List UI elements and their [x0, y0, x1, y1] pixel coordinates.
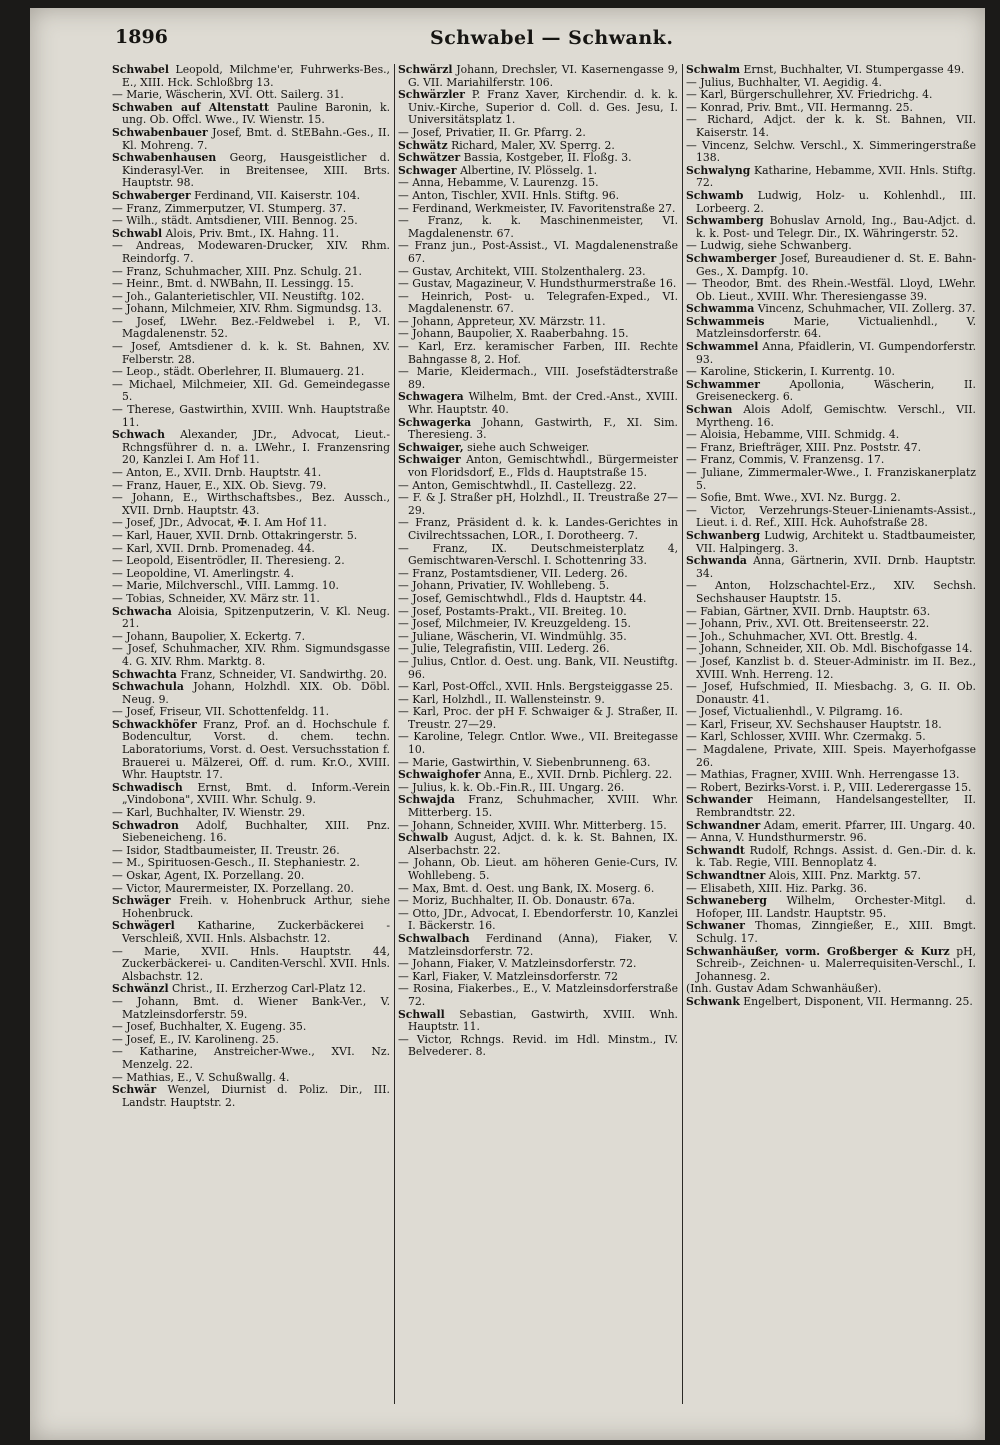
entry-text: Alexander, JDr., Advocat, Lieut.-Rchngsführer d. n. a. LWehr., I. Franzensring 20, Kanzlei I. Am Hof 11.	[122, 428, 390, 467]
entry-text: — Karl, Fiaker, V. Matzleinsdorferstr. 72	[398, 969, 619, 983]
directory-entry	[112, 895, 390, 920]
entry-text: — Heinr., Bmt. d. NWBahn, II. Lessingg. 15.	[112, 277, 354, 291]
directory-entry	[686, 316, 976, 341]
entry-text: — Ferdinand, Werkmeister, IV. Favoritenstraße 27.	[398, 201, 676, 215]
entry-text: — Josef, Postamts-Prakt., VII. Breiteg. 10.	[398, 604, 627, 618]
directory-entry	[112, 64, 390, 89]
entry-text: — Therese, Gastwirthin, XVIII. Wnh. Hauptstraße 11.	[112, 403, 390, 429]
entry-text: — Marie, Milchverschl., VIII. Lammg. 10.	[112, 579, 339, 593]
entry-headword: Schwager	[398, 163, 457, 177]
entry-headword: Schwabenhausen	[112, 151, 217, 165]
entry-text: Adolf, Buchhalter, XIII. Pnz. Siebeneicheng. 16.	[122, 818, 390, 845]
running-head: Schwabel — Schwank.	[430, 27, 674, 49]
column-divider	[394, 64, 395, 1404]
entry-headword: Schwamberg	[686, 214, 764, 228]
entry-text: — Josef, LWehr. Bez.-Feldwebel i. P., VI. Magdalenenstr. 52.	[112, 314, 390, 341]
entry-text: — Karl, Friseur, XV. Sechshauser Hauptstr. 18.	[686, 717, 942, 731]
entry-text: Johann, Holzhdl. XIX. Ob. Döbl. Neug. 9.	[122, 680, 390, 706]
entry-headword: Schwammer	[686, 377, 760, 391]
entry-text: August, Adjct. d. k. k. St. Bahnen, IX. Alserbachstr. 22.	[408, 831, 678, 857]
column-2	[398, 64, 678, 1404]
entry-headword: Schwagera	[398, 390, 464, 404]
entry-text: — Tobias, Schneider, XV. März str. 11.	[112, 591, 320, 605]
entry-headword: Schwabl	[112, 226, 163, 240]
entry-text: — Ludwig, siehe Schwanberg.	[686, 239, 852, 253]
entry-text: Vincenz, Schuhmacher, VII. Zollerg. 37.	[757, 302, 976, 316]
entry-text: — Andreas, Modewaren-Drucker, XIV. Rhm. Reindorfg. 7.	[112, 239, 390, 265]
directory-entry	[398, 983, 678, 1008]
entry-text: Apollonia, Wäscherin, II. Greiseneckerg. 6.	[696, 377, 976, 404]
entry-text: (Inh. Gustav Adam Schwanhäußer).	[686, 982, 882, 996]
directory-entry	[686, 341, 976, 366]
entry-text: — Karl, Erz. keramischer Farben, III. Rechte Bahngasse 8, 2. Hof.	[398, 340, 678, 366]
directory-entry	[398, 64, 678, 89]
directory-entry	[398, 933, 678, 958]
directory-entry	[398, 731, 678, 756]
entry-headword: Schwamma	[686, 302, 755, 316]
directory-entry	[686, 656, 976, 681]
entry-text: — Robert, Bezirks-Vorst. i. P., VIII. Lederergasse 15.	[686, 780, 972, 794]
entry-text: — Josef, Milchmeier, IV. Kreuzgeldeng. 15.	[398, 617, 631, 631]
entry-headword: Schwabenbauer	[112, 125, 208, 139]
directory-entry	[398, 291, 678, 316]
directory-entry	[398, 215, 678, 240]
directory-entry	[112, 643, 390, 668]
entry-text: — Heinrich, Post- u. Telegrafen-Exped., VI. Magdalenenstr. 67.	[398, 289, 678, 316]
entry-text: — Richard, Adjct. der k. k. St. Bahnen, VII. Kaiserstr. 14.	[686, 113, 976, 139]
directory-entry	[686, 681, 976, 706]
entry-text: — Johann, E., Wirthschaftsbes., Bez. Aussch., XVII. Drnb. Hauptstr. 43.	[112, 491, 390, 517]
column-3	[686, 64, 976, 1404]
entry-text: Richard, Maler, XV. Sperrg. 2.	[451, 138, 615, 152]
entry-text: Ferdinand (Anna), Fiaker, V. Matzleinsdorferstr. 72.	[408, 931, 678, 958]
entry-headword: Schwaighofer	[398, 768, 481, 782]
entry-text: — Josef, JDr., Advocat, ✠. I. Am Hof 11.	[112, 516, 327, 530]
directory-entry	[686, 555, 976, 580]
entry-text: Franz, Schneider, VI. Sandwirthg. 20.	[180, 667, 388, 681]
entry-text: — Marie, Kleidermach., VIII. Josefstädterstraße 89.	[398, 365, 678, 391]
entry-headword: Schwaiger	[398, 453, 461, 467]
entry-text: — Karl, Schlosser, XVIII. Whr. Czermakg. 5.	[686, 730, 926, 744]
entry-headword: Schwalb	[398, 831, 449, 845]
entry-text: Thomas, Zinngießer, E., XIII. Bmgt. Schulg. 17.	[696, 919, 976, 945]
entry-text: — Josef, Hufschmied, II. Miesbachg. 3, G. II. Ob. Donaustr. 41.	[686, 680, 976, 706]
directory-entry	[398, 908, 678, 933]
entry-headword: Schwandt	[686, 843, 745, 857]
entry-text: Bassia, Kostgeber, II. Floßg. 3.	[463, 151, 632, 165]
directory-entry	[398, 543, 678, 568]
entry-headword: Schwandner	[686, 818, 761, 832]
directory-entry	[398, 794, 678, 819]
entry-text: — F. & J. Straßer pH, Holzhdl., II. Treustraße 27—29.	[398, 491, 678, 517]
entry-text: — Juliane, Wäscherin, VI. Windmühlg. 35.	[398, 629, 627, 643]
entry-text: — Johann, Baupolier, X. Raaberbahng. 15.	[398, 327, 629, 341]
entry-text: — Karl, Proc. der pH F. Schwaiger & J. Straßer, II. Treustr. 27—29.	[398, 705, 678, 731]
entry-text: — Karl, Post-Offcl., XVII. Hnls. Bergsteiggasse 25.	[398, 680, 673, 694]
entry-text: — Johann, Milchmeier, XIV. Rhm. Sigmundsg. 13.	[112, 302, 382, 316]
entry-text: — Karoline, Stickerin, I. Kurrentg. 10.	[686, 365, 895, 379]
entry-text: Ernst, Bmt. d. Inform.-Verein „Vindobona", XVIII. Whr. Schulg. 9.	[122, 780, 390, 807]
entry-headword: Schwabel	[112, 64, 170, 76]
directory-entry	[112, 102, 390, 127]
entry-text: — Gustav, Architekt, VIII. Stolzenthalerg. 23.	[398, 264, 646, 278]
directory-entry	[112, 719, 390, 782]
entry-text: — Elisabeth, XIII. Hiz. Parkg. 36.	[686, 881, 868, 895]
directory-entry	[112, 152, 390, 190]
entry-text: — Marie, Gastwirthin, V. Siebenbrunneng. 63.	[398, 755, 651, 769]
entry-text: Albertine, IV. Plösselg. 1.	[460, 163, 598, 177]
entry-headword: Schwank	[686, 994, 740, 1008]
directory-entry	[686, 140, 976, 165]
entry-text: — Oskar, Agent, IX. Porzellang. 20.	[112, 869, 305, 882]
entry-headword: Schwaberger	[112, 188, 191, 202]
entry-text: — Karl, Bürgerschullehrer, XV. Friedrichg. 4.	[686, 88, 933, 102]
column-divider	[682, 64, 683, 1404]
entry-headword: Schwadisch	[112, 780, 183, 794]
entry-headword: Schwajda	[398, 793, 455, 807]
entry-headword: Schwamb	[686, 188, 744, 202]
entry-headword: Schwanberg	[686, 528, 761, 542]
directory-entry	[686, 996, 976, 1009]
entry-text: — Franz, Präsident d. k. k. Landes-Gerichtes in Civilrechtssachen, LOR., I. Dorotheerg. 7.	[398, 516, 678, 542]
entry-text: — Franz, Commis, V. Franzensg. 17.	[686, 453, 885, 467]
entry-headword: Schwachta	[112, 667, 177, 681]
directory-entry	[112, 606, 390, 631]
directory-entry	[112, 996, 390, 1021]
directory-entry	[398, 89, 678, 127]
entry-text: Franz, Schuhmacher, XVIII. Whr. Mitterberg. 15.	[408, 793, 678, 820]
entry-headword: Schwammel	[686, 340, 759, 354]
directory-entry	[112, 127, 390, 152]
entry-text: — Michael, Milchmeier, XII. Gd. Gemeindegasse 5.	[112, 377, 390, 404]
entry-text: — Leopoldine, VI. Amerlingstr. 4.	[112, 566, 295, 580]
entry-text: Wenzel, Diurnist d. Poliz. Dir., III. Landstr. Hauptstr. 2.	[122, 1083, 390, 1109]
directory-entry	[398, 492, 678, 517]
entry-text: Anna, Gärtnerin, XVII. Drnb. Hauptstr. 34.	[696, 554, 976, 580]
directory-entry	[398, 656, 678, 681]
entry-text: — Josef, Friseur, VII. Schottenfeldg. 11.	[112, 705, 330, 719]
directory-entry	[398, 417, 678, 442]
entry-text: — Franz, k. k. Maschinenmeister, VI. Magdalenenstr. 67.	[398, 214, 678, 240]
entry-headword: Schwär	[112, 1083, 157, 1097]
entry-text: — Victor, Rchngs. Revid. im Hdl. Minstm., IV. Belvederег. 8.	[398, 1032, 678, 1059]
entry-headword: Schwaneberg	[686, 894, 767, 908]
entry-text: — Johann, Priv., XVI. Ott. Breitenseerstr. 22.	[686, 617, 930, 631]
entry-text: Wilhelm, Orchester-Mitgl. d. Hofoper, III. Landstr. Hauptstr. 95.	[696, 894, 976, 920]
directory-entry	[112, 404, 390, 429]
entry-text: — Marie, XVII. Hnls. Hauptstr. 44, Zuckerbäckerei- u. Canditen-Verschl. XVII. Hnls. Alsbachstr. 12.	[112, 944, 390, 983]
entry-text: Christ., II. Erzherzog Carl-Platz 12.	[172, 982, 366, 996]
directory-page	[30, 8, 985, 1440]
directory-entry	[686, 505, 976, 530]
page-header	[30, 8, 985, 54]
entry-headword: Schwätzer	[398, 151, 461, 165]
entry-text: — Anna, Hebamme, V. Laurenzg. 15.	[398, 176, 599, 190]
entry-text: Anton, Gemischtwhdl., Bürgermeister von Floridsdorf, E., Flds d. Hauptstraße 15.	[408, 453, 678, 479]
directory-entry	[398, 517, 678, 542]
entry-text: Marie, Victualienhdl., V. Matzleinsdorferstr. 64.	[696, 314, 976, 341]
entry-text: Ernst, Buchhalter, VI. Stumpergasse 49.	[743, 64, 965, 76]
entry-text: — Julius, k. k. Ob.-Fin.R., III. Ungarg. 26.	[398, 780, 625, 794]
entry-text: — Josef, Kanzlist b. d. Steuer-Administr. im II. Bez., XVIII. Wnh. Herreng. 12.	[686, 654, 976, 681]
entry-text: Johann, Gastwirth, F., XI. Sim. Theresieng. 3.	[408, 415, 678, 442]
directory-entry	[112, 1084, 390, 1109]
entry-text: Anna, Pfaidlerin, VI. Gumpendorferstr. 93.	[696, 340, 976, 366]
page-number: 1896	[115, 26, 168, 48]
entry-text: Ferdinand, VII. Kaiserstr. 104.	[194, 188, 361, 202]
entry-headword: Schwach	[112, 428, 165, 442]
entry-text: Pauline Baronin, k. ung. Ob. Offcl. Wwe., IV. Wienstr. 15.	[122, 100, 390, 127]
directory-entry	[112, 782, 390, 807]
entry-text: — Aloisia, Hebamme, VIII. Schmidg. 4.	[686, 428, 900, 442]
directory-entry	[686, 580, 976, 605]
entry-text: Anna, E., XVII. Drnb. Pichlerg. 22.	[483, 768, 673, 782]
directory-entry	[398, 857, 678, 882]
directory-entry	[686, 278, 976, 303]
entry-text: — Anton, E., XVII. Drnb. Hauptstr. 41.	[112, 466, 322, 479]
directory-entry	[112, 316, 390, 341]
entry-text: — Josef, Buchhalter, X. Eugeng. 35.	[112, 1020, 307, 1034]
entry-text: — Johann, Baupolier, X. Eckertg. 7.	[112, 629, 306, 643]
entry-text: — Karl, Hauer, XVII. Drnb. Ottakringerstr. 5.	[112, 528, 358, 542]
entry-text: — Franz, Briefträger, XIII. Pnz. Poststr. 47.	[686, 440, 922, 454]
directory-entry	[686, 946, 976, 984]
entry-text: — Franz, Postamtsdiener, VII. Lederg. 26.	[398, 566, 628, 580]
entry-text: — Theodor, Bmt. des Rhein.-Westfäl. Lloyd, LWehr. Ob. Lieut., XVIII. Whr. Theresiengasse 39.	[686, 277, 976, 303]
entry-text: — Otto, JDr., Advocat, I. Ebendorferstr. 10, Kanzlei I. Bäckerstr. 16.	[398, 906, 678, 933]
entry-text: — Juliane, Zimmermaler-Wwe., I. Franziskanerplatz 5.	[686, 466, 976, 492]
entry-text: — Fabian, Gärtner, XVII. Drnb. Hauptstr. 63.	[686, 604, 931, 618]
entry-text: — Franz jun., Post-Assist., VI. Magdalenenstraße 67.	[398, 239, 678, 265]
entry-headword: Schwackhöfer	[112, 717, 197, 731]
entry-headword: Schwammeis	[686, 314, 765, 328]
entry-headword: Schwagerka	[398, 415, 472, 429]
entry-text: — Julius, Cntlor. d. Oest. ung. Bank, VII. Neustiftg. 96.	[398, 654, 678, 681]
directory-entry	[686, 920, 976, 945]
directory-entry	[398, 240, 678, 265]
entry-headword: Schwätz	[398, 138, 448, 152]
entry-text: Freih. v. Hohenbruck Arthur, siehe Hohenbruck.	[122, 894, 390, 920]
entry-text: — Franz, IX. Deutschmeisterplatz 4, Gemischtwaren-Verschl. I. Schottenring 33.	[398, 541, 678, 568]
entry-text: — Karl, XVII. Drnb. Promenadeg. 44.	[112, 541, 315, 555]
entry-text: — Karoline, Telegr. Cntlor. Wwe., VII. Breitegasse 10.	[398, 730, 678, 757]
entry-text: Georg, Hausgeistlicher d. Kinderasyl-Ver. in Breitensee, XIII. Brts. Hauptstr. 98.	[122, 151, 390, 190]
directory-entry	[112, 820, 390, 845]
entry-text: — Johann, Schneider, XVIII. Whr. Mitterberg. 15.	[398, 818, 667, 832]
entry-text: Bohuslav Arnold, Ing., Bau-Adjct. d. k. k. Post- und Telegr. Dir., IX. Währingerstr. 52.	[696, 214, 976, 240]
directory-entry	[686, 895, 976, 920]
entry-headword: Schwärzl	[398, 64, 453, 76]
entry-text: — Julius, Buchhalter, VI. Aegidig. 4.	[686, 75, 882, 89]
directory-entry	[686, 114, 976, 139]
entry-text: — Josef, Amtsdiener d. k. k. St. Bahnen, XV. Felberstr. 28.	[112, 340, 390, 366]
entry-headword: Schwalbach	[398, 931, 470, 945]
entry-text: — Joh., Galanterietischler, VII. Neustiftg. 102.	[112, 289, 365, 303]
entry-text: — Josef, E., IV. Karolineng. 25.	[112, 1032, 279, 1046]
entry-text: Adam, emerit. Pfarrer, III. Ungarg. 40.	[763, 818, 976, 832]
directory-entry	[686, 404, 976, 429]
directory-entry	[112, 341, 390, 366]
entry-text: — Mathias, E., V. Schußwallg. 4.	[112, 1070, 290, 1084]
entry-headword: Schwärzler	[398, 88, 465, 102]
entry-text: — Leop., städt. Oberlehrer, II. Blumauerg. 21.	[112, 365, 365, 379]
directory-entry	[398, 341, 678, 366]
entry-text: — Max, Bmt. d. Oest. ung Bank, IX. Moserg. 6.	[398, 881, 655, 895]
entry-headword: Schwan	[686, 403, 733, 417]
directory-entry	[112, 429, 390, 467]
entry-text: — Johann, Bmt. d. Wiener Bank-Ver., V. Matzleinsdorferstr. 59.	[112, 994, 390, 1021]
entry-text: pH, Schreib-, Zeichnen- u. Malerrequisiten-Verschl., I. Johannesg. 2.	[696, 944, 976, 983]
entry-headword: Schwalm	[686, 64, 741, 76]
entry-headword: Schwandtner	[686, 869, 766, 882]
entry-text: Heimann, Handelsangestellter, II. Rembrandtstr. 22.	[696, 793, 976, 820]
entry-text: — Gustav, Magazineur, V. Hundsthurmerstraße 16.	[398, 277, 677, 291]
entry-headword: Schwaner	[686, 919, 745, 933]
entry-text: — Franz, Schuhmacher, XIII. Pnz. Schulg. 21.	[112, 264, 362, 278]
directory-entry	[112, 1046, 390, 1071]
directory-entry	[686, 165, 976, 190]
directory-entry	[398, 832, 678, 857]
directory-entry	[398, 1009, 678, 1034]
directory-entry	[112, 946, 390, 984]
directory-entry	[112, 681, 390, 706]
entry-text: Wilhelm, Bmt. der Cred.-Anst., XVIII. Whr. Hauptstr. 40.	[408, 390, 678, 417]
directory-entry	[112, 240, 390, 265]
entry-headword: Schwalyng	[686, 163, 751, 177]
entry-headword: Schwaben auf Altenstatt	[112, 100, 269, 114]
entry-text: — Anton, Tischler, XVII. Hnls. Stiftg. 96.	[398, 188, 620, 202]
directory-entry	[398, 454, 678, 479]
entry-headword: Schwänzl	[112, 982, 169, 996]
entry-text: — Josef, Schuhmacher, XIV. Rhm. Sigmundsgasse 4. G. XIV. Rhm. Marktg. 8.	[112, 642, 390, 668]
entry-headword: Schwanda	[686, 554, 747, 568]
directory-entry	[686, 379, 976, 404]
entry-text: — Josef, Gemischtwhdl., Flds d. Hauptstr. 44.	[398, 591, 647, 605]
entry-text: P. Franz Xaver, Kirchendir. d. k. k. Univ.-Kirche, Superior d. Coll. d. Ges. Jesu, I. Universitätsplatz 1.	[408, 88, 678, 127]
entry-text: Ludwig, Architekt u. Stadtbaumeister, VII. Halpingerg. 3.	[696, 528, 976, 555]
entry-text: — Wilh., städt. Amtsdiener, VIII. Bennog. 25.	[112, 214, 358, 228]
entry-text: Alois, Priv. Bmt., IX. Hahng. 11.	[165, 226, 340, 240]
entry-text: — Johann, Schneider, XII. Ob. Mdl. Bischofgasse 14.	[686, 642, 973, 656]
entry-text: siehe auch Schweiger.	[467, 440, 590, 454]
directory-entry	[398, 366, 678, 391]
entry-headword: Schwaiger,	[398, 440, 464, 454]
directory-entry	[686, 794, 976, 819]
directory-entry	[398, 706, 678, 731]
entry-text: Josef, Bureaudiener d. St. E. Bahn-Ges., X. Dampfg. 10.	[696, 251, 976, 278]
entry-text: — Moriz, Buchhalter, II. Ob. Donaustr. 67a.	[398, 894, 636, 908]
entry-text: Aloisia, Spitzenputzerin, V. Kl. Neug. 21.	[122, 604, 390, 631]
entry-text: — Isidor, Stadtbaumeister, II. Treustr. 26.	[112, 843, 340, 857]
entry-text: — Franz, Zimmerputzer, VI. Stumperg. 37.	[112, 201, 347, 215]
entry-text: Katharine, Zuckerbäckerei - Verschleiß, XVII. Hnls. Alsbachstr. 12.	[122, 919, 390, 945]
entry-text: — Mathias, Fragner, XVIII. Wnh. Herrengasse 13.	[686, 768, 960, 782]
entry-text: — Magdalene, Private, XIII. Speis. Mayerhofgasse 26.	[686, 743, 976, 769]
entry-text: — Victor, Verzehrungs-Steuer-Linienamts-Assist., Lieut. i. d. Ref., XIII. Hck. Auhofstraße 28.	[686, 503, 976, 530]
entry-text: Katharine, Hebamme, XVII. Hnls. Stiftg. 72.	[696, 163, 976, 190]
entry-text: — Rosina, Fiakerbes., E., V. Matzleinsdorferstraße 72.	[398, 982, 678, 1008]
directory-entry	[686, 744, 976, 769]
entry-text: — Leopold, Eisentrödler, II. Theresieng. 2.	[112, 554, 345, 568]
entry-text: — Joh., Schuhmacher, XVI. Ott. Brestlg. 4.	[686, 629, 918, 643]
entry-text: — Franz, Hauer, E., XIX. Ob. Sievg. 79.	[112, 478, 327, 492]
entry-headword: Schwachula	[112, 680, 184, 694]
directory-entry	[112, 920, 390, 945]
entry-text: — Marie, Wäscherin, XVI. Ott. Sailerg. 31.	[112, 88, 344, 102]
entry-text: Franz, Prof. an d. Hochschule f. Bodencultur, Vorst. d. chem. techn. Laboratoriums, Vorst. d. Oest. Versuchsstation f. Brauerei u. Mälzerei, Off. d. rum. Kr.O., XVIII. Whr. Hauptstr. 17.	[122, 717, 390, 782]
entry-text: Josef, Bmt. d. StEBahn.-Ges., II. Kl. Mohreng. 7.	[122, 125, 390, 152]
entry-headword: Schwamberger	[686, 251, 777, 265]
entry-text: Leopold, Milchme'er, Fuhrwerks-Bes., E., XIII. Hck. Schloßbrg 13.	[122, 64, 390, 89]
entry-text: — Vincenz, Selchw. Verschl., X. Simmeringerstraße 138.	[686, 138, 976, 165]
entry-text: Ludwig, Holz- u. Kohlenhdl., III. Lorbeerg. 2.	[696, 188, 976, 215]
entry-text: Sebastian, Gastwirth, XVIII. Wnh. Hauptstr. 11.	[408, 1007, 678, 1034]
directory-entry	[112, 379, 390, 404]
entry-text: — Julie, Telegrafistin, VIII. Lederg. 26.	[398, 642, 610, 656]
entry-text: — Josef, Privatier, II. Gr. Pfarrg. 2.	[398, 125, 586, 139]
entry-text: — Victor, Maurermeister, IX. Porzellang. 20.	[112, 881, 354, 895]
directory-entry	[686, 215, 976, 240]
directory-entry	[398, 1034, 678, 1059]
entry-text: — Anton, Gemischtwhdl., II. Castellezg. 22.	[398, 478, 637, 492]
entry-text: — Anton, Holzschachtel-Erz., XIV. Sechsh. Sechshauser Hauptstr. 15.	[686, 579, 976, 605]
entry-headword: Schwäger	[112, 894, 171, 908]
column-1	[112, 64, 390, 1404]
directory-entry	[686, 190, 976, 215]
entry-text: — Sofie, Bmt. Wwe., XVI. Nz. Burgg. 2.	[686, 491, 901, 505]
entry-text: Alois Adolf, Gemischtw. Verschl., VII. Myrtheng. 16.	[696, 403, 976, 429]
directory-entry	[686, 253, 976, 278]
entry-text: — Konrad, Priv. Bmt., VII. Hermanng. 25.	[686, 100, 913, 114]
entry-text: — Josef, Victualienhdl., V. Pilgramg. 16.	[686, 705, 903, 719]
entry-text: Johann, Drechsler, VI. Kasernengasse 9, G. VII. Mariahilferstr. 106.	[408, 64, 678, 89]
entry-headword: Schwall	[398, 1007, 445, 1021]
entry-text: — Karl, Buchhalter, IV. Wienstr. 29.	[112, 806, 306, 820]
entry-headword: Schwanhäußer, vorm. Großberger & Kurz	[686, 944, 950, 958]
entry-text: — Johann, Fiaker, V. Matzleinsdorferstr. 72.	[398, 957, 637, 971]
entry-text: — Johann, Appreteur, XV. Märzstr. 11.	[398, 314, 606, 328]
directory-entry	[686, 467, 976, 492]
directory-entry	[686, 530, 976, 555]
entry-headword: Schwägerl	[112, 919, 175, 933]
directory-entry	[112, 492, 390, 517]
entry-text: — Karl, Holzhdl., II. Wallensteinstr. 9.	[398, 692, 605, 706]
entry-text: — M., Spirituosen-Gesch., II. Stephaniestr. 2.	[112, 856, 360, 870]
entry-text: Alois, XIII. Pnz. Marktg. 57.	[768, 869, 921, 882]
entry-headword: Schwacha	[112, 604, 172, 618]
entry-text: Engelbert, Disponent, VII. Hermanng. 25.	[743, 994, 973, 1008]
entry-text: Rudolf, Rchngs. Assist. d. Gen.-Dir. d. k. k. Tab. Regie, VIII. Bennoplatz 4.	[696, 843, 976, 870]
entry-headword: Schwadron	[112, 818, 179, 832]
entry-text: — Katharine, Anstreicher-Wwe., XVI. Nz. Menzelg. 22.	[112, 1045, 390, 1071]
entry-text: — Johann, Privatier, IV. Wohllebeng. 5.	[398, 579, 610, 593]
directory-entry	[686, 845, 976, 870]
directory-entry	[398, 391, 678, 416]
entry-text: — Anna, V. Hundsthurmerstr. 96.	[686, 831, 867, 845]
entry-text: — Johann, Ob. Lieut. am höheren Genie-Curs, IV. Wohllebeng. 5.	[398, 856, 678, 882]
entry-headword: Schwander	[686, 793, 753, 807]
